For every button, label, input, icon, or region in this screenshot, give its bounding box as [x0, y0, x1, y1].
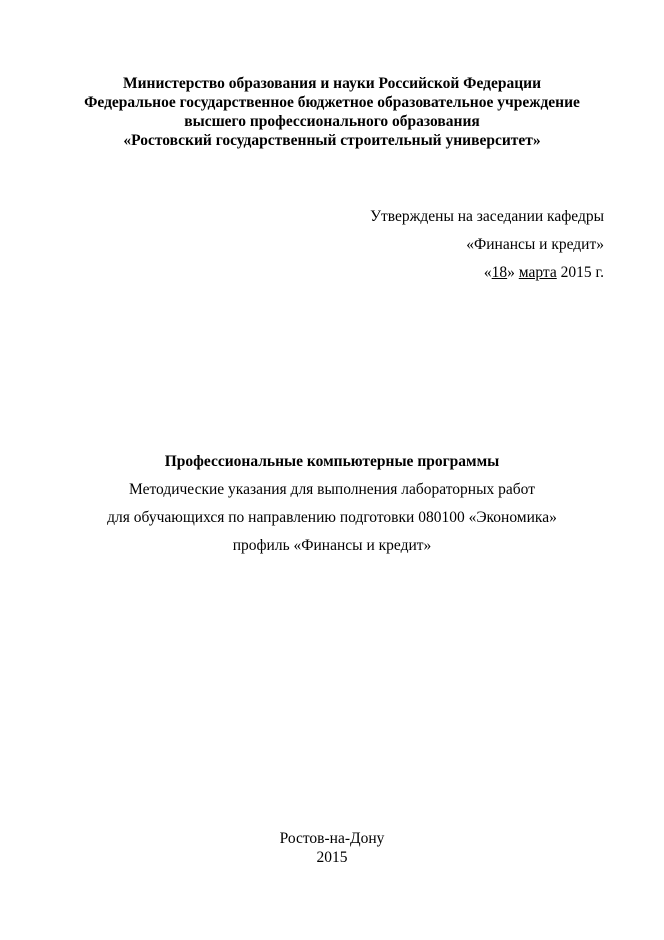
approval-line: Утверждены на заседании кафедры: [370, 208, 604, 225]
date-day: 18: [491, 264, 508, 281]
institution-type: Федеральное государственное бюджетное образовательное учреждение: [84, 94, 580, 111]
institution-level: высшего профессионального образования: [184, 113, 480, 130]
approval-date: [370, 259, 604, 287]
department-name: «Финансы и кредит»: [466, 236, 604, 253]
date-month: марта: [518, 264, 557, 281]
institution-header: [0, 74, 664, 150]
document-title: Профессиональные компьютерные программы: [164, 453, 500, 470]
document-audience: для обучающихся по направлению подготовки 080100 «Экономика»: [107, 509, 557, 526]
date-year: 2015 г.: [560, 264, 604, 281]
date-quote-close: »: [507, 264, 515, 281]
title-block: [0, 448, 664, 560]
document-subtitle: Методические указания для выполнения лабораторных работ: [129, 481, 535, 498]
city-name: Ростов-на-Дону: [279, 830, 385, 847]
document-profile: профиль «Финансы и кредит»: [232, 537, 432, 554]
publication-year: 2015: [316, 849, 348, 866]
footer: [0, 829, 664, 867]
university-name: «Ростовский государственный строительный университет»: [123, 132, 541, 149]
ministry-name: Министерство образования и науки Российской Федерации: [122, 75, 542, 92]
date-quote-open: «: [483, 264, 492, 281]
approval-block: [370, 203, 604, 287]
